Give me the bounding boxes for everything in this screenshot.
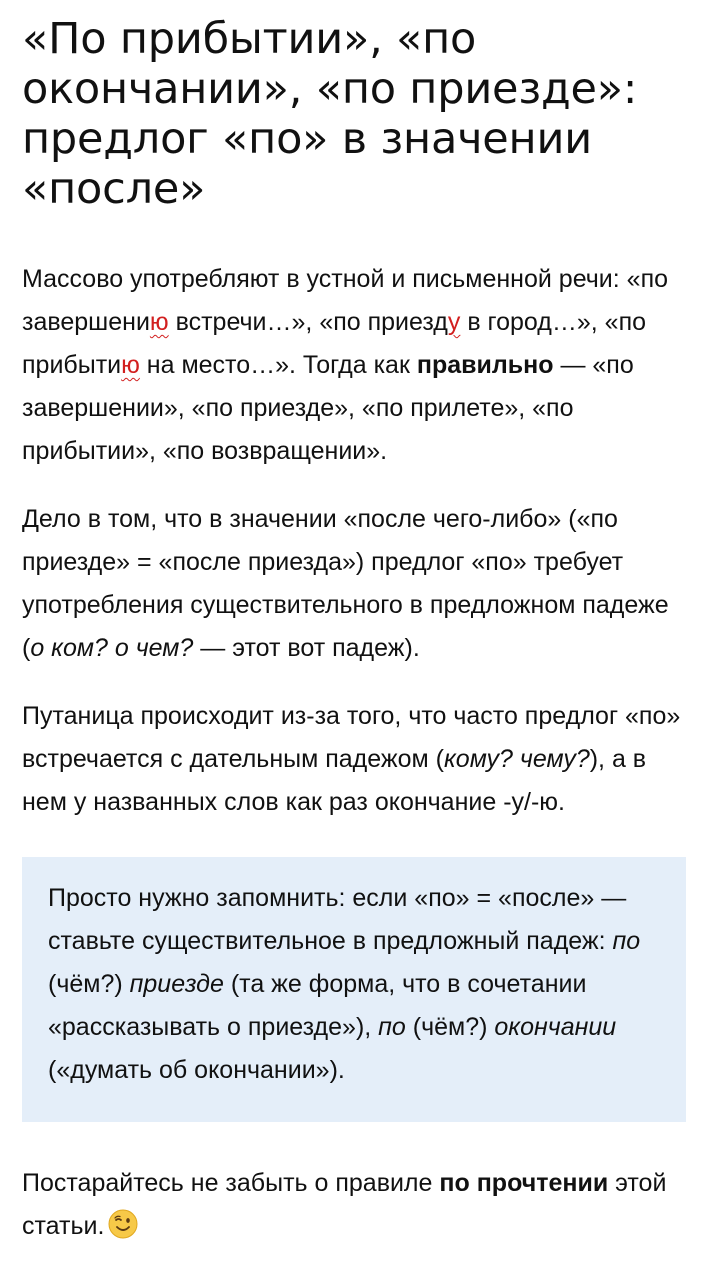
error-ending: ю [149,308,169,336]
text: этой статьи. [22,1169,667,1240]
text: в город…», «по прибыти [22,308,647,379]
paragraph-explanation [22,498,686,670]
winking-face-icon [108,1209,138,1239]
text: на место…». Тогда как [139,351,417,379]
text: («думать об окончании»). [48,1056,345,1084]
example-word: окончании [494,1013,617,1041]
paragraph-closing [22,1162,686,1248]
case-question: о ком? о чем? [30,634,194,662]
text: ), а в нем у названных слов как раз окончание -у/-ю. [22,745,647,816]
text: Постарайтесь не забыть о правиле [22,1169,440,1197]
example-word: по [612,927,641,955]
rule-note-text [48,877,666,1092]
error-ending: ю [121,351,140,379]
text: (та же форма, что в сочетании «рассказывать о приезде»), [48,970,587,1041]
case-question: кому? чему? [443,745,590,773]
error-ending: у [447,308,461,336]
emphasis-correct: правильно [416,351,554,379]
text: Путаница происходит из-за того, что часто предлог «по» встречается с дательным падежом ( [22,702,681,773]
text: — «по завершении», «по приезде», «по прилете», «по прибытии», «по возвращении». [22,351,634,465]
text: Дело в том, что в значении «после чего-либо» («по приезде» = «после приезда») предлог «по» требует употребления существительного в предложном падеже ( [22,505,669,662]
text: — этот вот падеж). [193,634,420,662]
example-word: приезде [129,970,224,998]
text: Просто нужно запомнить: если «по» = «после» — ставьте существительное в предложный падеж: [48,884,627,955]
text: Массово употребляют в устной и письменной речи: «по завершени [22,265,669,336]
paragraph-intro [22,258,686,473]
article-title: «По прибытии», «по окончании», «по приезде»: предлог «по» в значении «после» [22,14,638,214]
text: встречи…», «по приезд [168,308,448,336]
example-word: по [378,1013,406,1041]
paragraph-confusion [22,695,686,824]
text: (чём?) [405,1013,495,1041]
rule-note [22,857,686,1122]
text: (чём?) [48,970,130,998]
emphasis-phrase: по прочтении [439,1169,609,1197]
